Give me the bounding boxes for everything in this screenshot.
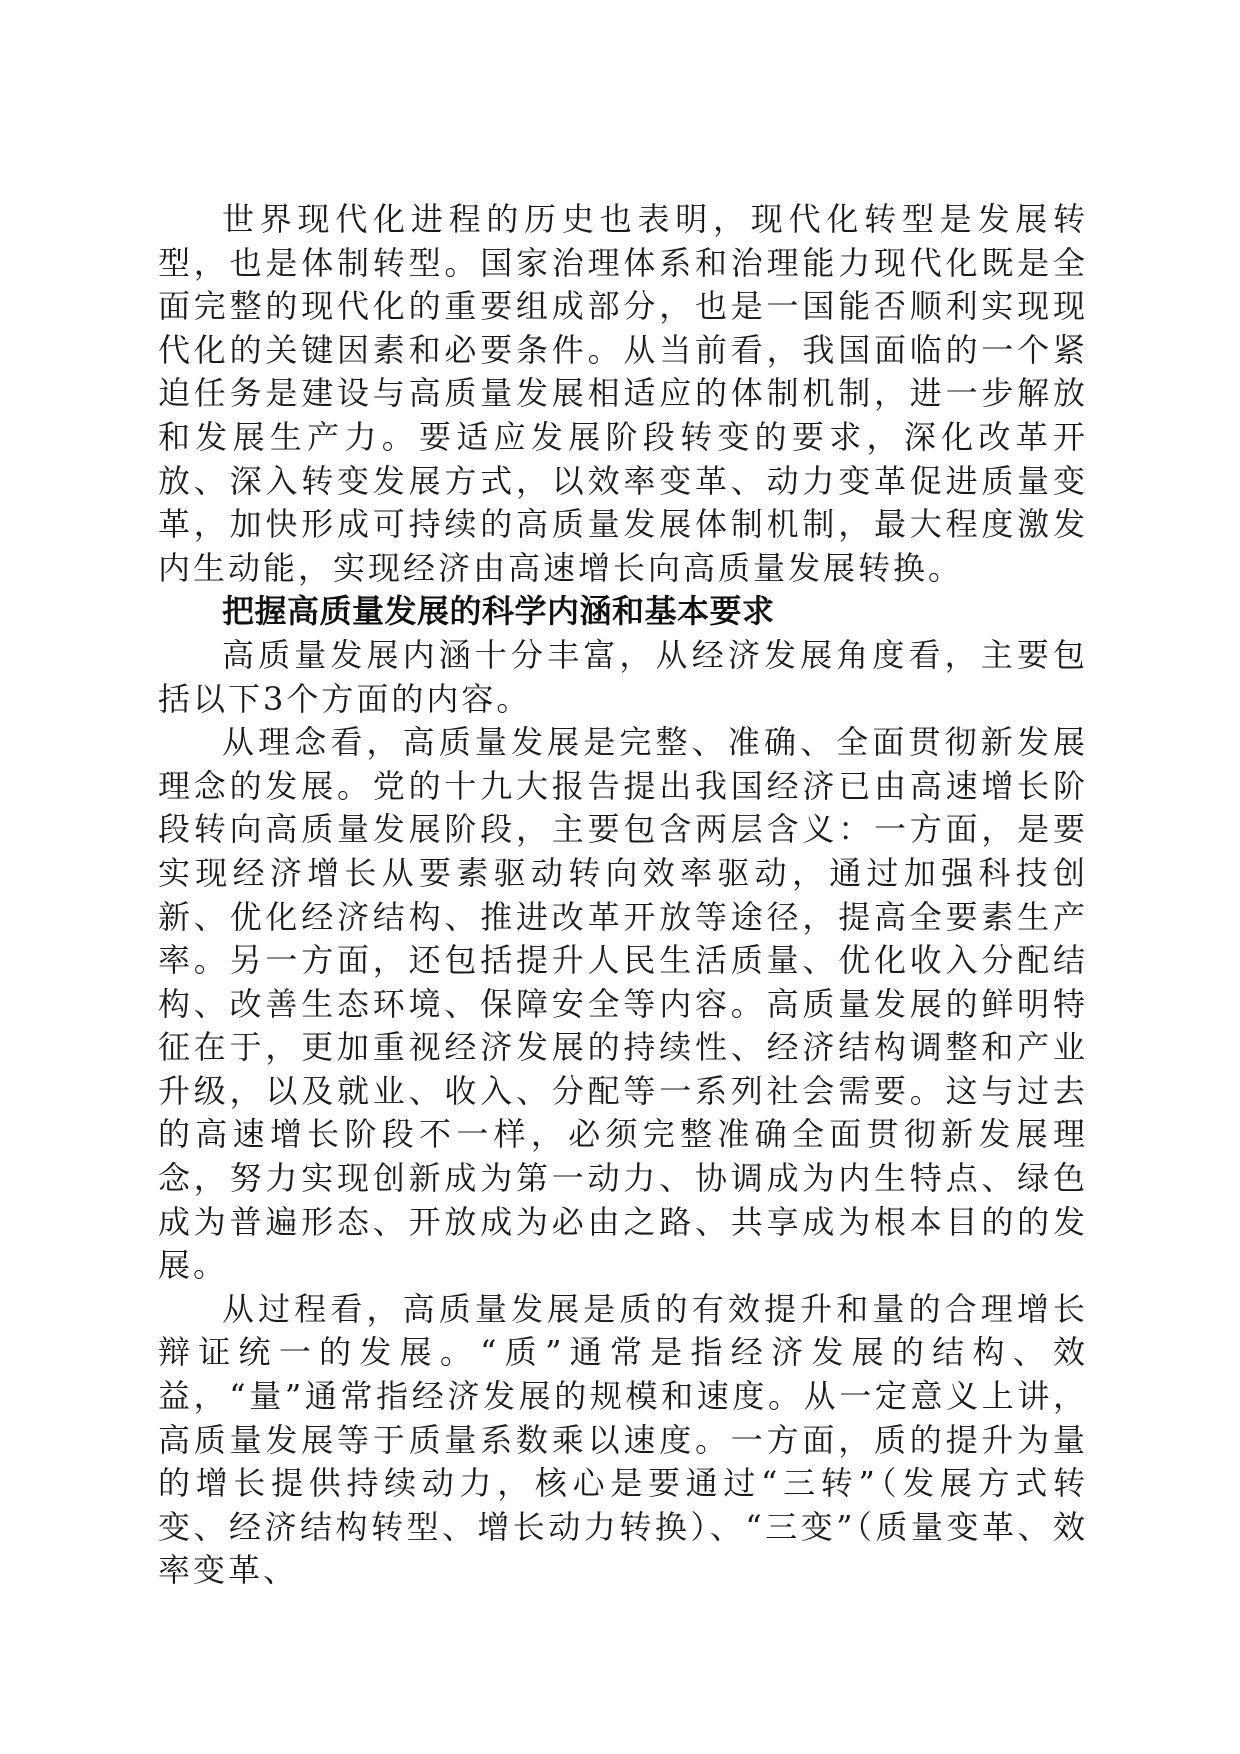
section-heading: 把握高质量发展的科学内涵和基本要求 <box>222 592 775 631</box>
paragraph-three-aspects-intro: 高质量发展内涵十分丰富，从经济发展角度看，主要包括以下3个方面的内容。 <box>158 635 1088 718</box>
paragraph-concept-view: 从理念看，高质量发展是完整、准确、全面贯彻新发展理念的发展。党的十九大报告提出我国经济已由高速增长阶段转向高质量发展阶段，主要包含两层含义：一方面，是要实现经济增长从要素驱动转向效率驱动，通过加强科技创新、优化经济结构、推进改革开放等途径，提高全要素生产率。另一方面，还包括提升人民生活质量、优化收入分配结构、改善生态环境、保障安全等内容。高质量发展的鲜明特征在于，更加重视经济发展的持续性、经济结构调整和产业升级，以及就业、收入、分配等一系列社会需要。这与过去的高速增长阶段不一样，必须完整准确全面贯彻新发展理念，努力实现创新成为第一动力、协调成为内生特点、绿色成为普遍形态、开放成为必由之路、共享成为根本目的的发展。 <box>158 723 1088 1285</box>
paragraph-modernization-transition: 世界现代化进程的历史也表明，现代化转型是发展转型，也是体制转型。国家治理体系和治理能力现代化既是全面完整的现代化的重要组成部分，也是一国能否顺利实现现代化的关键因素和必要条件。从当前看，我国面临的一个紧迫任务是建设与高质量发展相适应的体制机制，进一步解放和发展生产力。要适应发展阶段转变的要求，深化改革开放、深入转变发展方式，以效率变革、动力变革促进质量变革，加快形成可持续的高质量发展体制机制，最大程度激发内生动能，实现经济由高速增长向高质量发展转换。 <box>158 200 1088 587</box>
document-body <box>158 198 1088 1593</box>
paragraph-process-view: 从过程看，高质量发展是质的有效提升和量的合理增长辩证统一的发展。“质”通常是指经济发展的结构、效益，“量”通常指经济发展的规模和速度。从一定意义上讲，高质量发展等于质量系数乘以速度。一方面，质的提升为量的增长提供持续动力，核心是要通过“三转”（发展方式转变、经济结构转型、增长动力转换）、“三变”（质量变革、效率变革、 <box>158 1289 1088 1590</box>
